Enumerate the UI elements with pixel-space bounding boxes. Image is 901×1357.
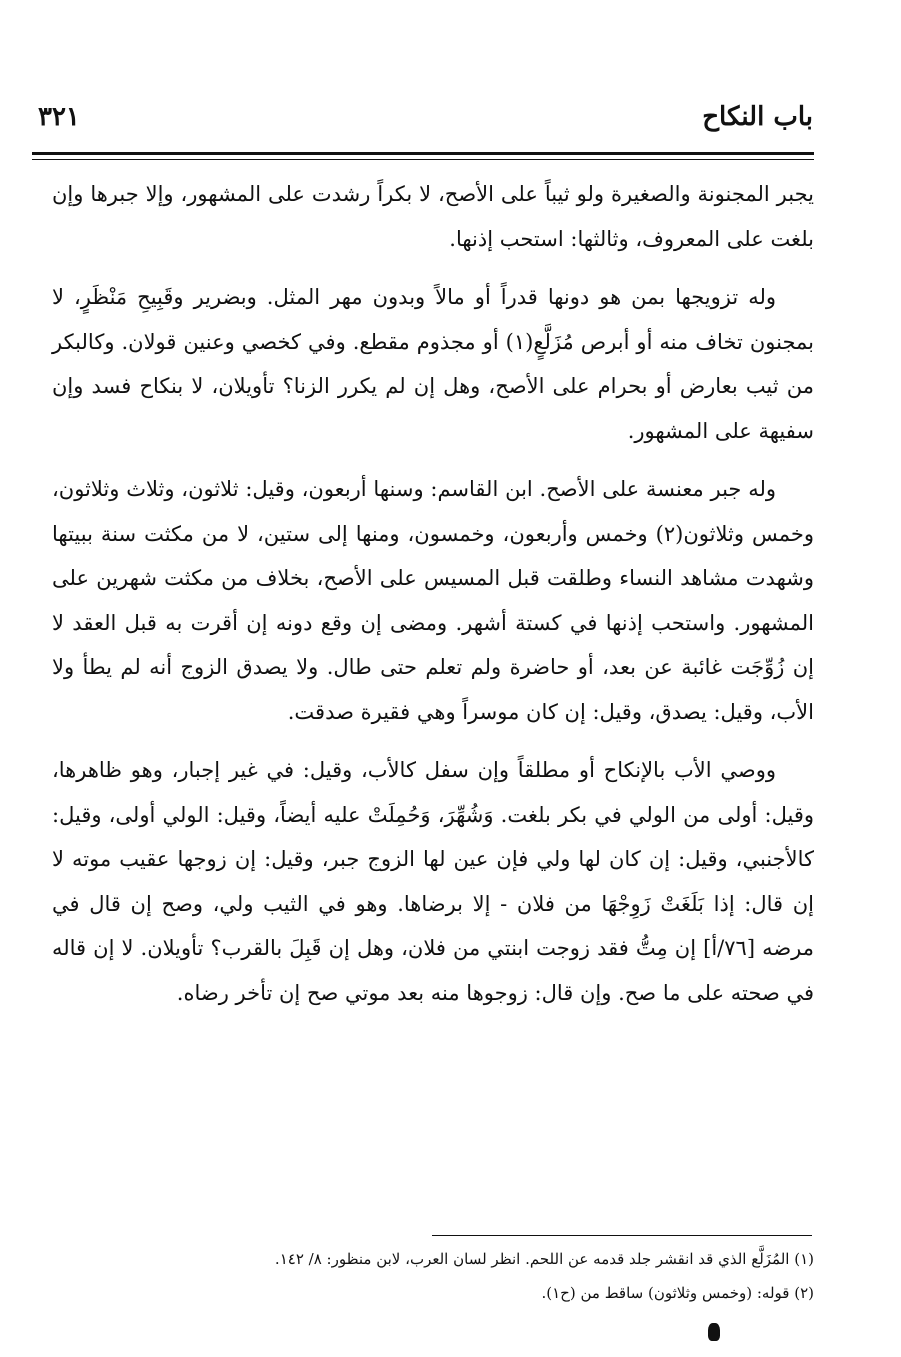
header-rule-thin [32,159,814,160]
footnote-2: (٢) قوله: (وخمس وثلاثون) ساقط من (ح١). [541,1284,814,1302]
header-rule-thick [32,152,814,155]
footnote-1: (١) المُزَلَّع الذي قد انقشر جلد قدمه عن اللحم. انظر لسان العرب، لابن منظور: ٨/ ١٤٢. [274,1250,814,1268]
page-number: ٣٢١ [38,102,80,132]
paragraph-4: ووصي الأب بالإنكاح أو مطلقاً وإن سفل كالأب، وقيل: في غير إجبار، وهو ظاهرها، وقيل: أولى من الولي في بكر بلغت. وَشُهِّرَ، وَحُمِلَتْ عليه أيضاً، وقيل: الولي أولى، وقيل: كالأجنبي، وقيل: إن كان لها ولي فإن عين لها الزوج جبر، وقيل: إن زوجها عقيب موته لا إن قال: إذا بَلَغَتْ زَوِجْهَا من فلان - إلا برضاها. وهو في الثيب ولي، وصح إن قال في مرضه [٧٦/أ] إن مِتُّ فقد زوجت ابنتي من فلان، وهل إن قَبِلَ بالقرب؟ تأويلان. لا إن قاله في صحته على ما صح. وإن قال: زوجوها منه بعد موتي صح إن تأخر رضاه. [52,758,814,1005]
paragraph-3: وله جبر معنسة على الأصح. ابن القاسم: وسنها أربعون، وقيل: ثلاثون، وثلاث وثلاثون، وخمس وثلاثون(٢) وخمس وأربعون، وخمسون، ومنها إلى ستين، لا من مكثت سنة ببيتها وشهدت مشاهد النساء وطلقت قبل المسيس على الأصح، بخلاف من مكثت شهرين على المشهور. واستحب إذنها في كستة أشهر. ومضى إن وقع دونه إن أقرت به قبل العقد لا إن زُوِّجَت غائبة عن بعد، أو حاضرة ولم تعلم حتى طال. ولا يصدق الزوج أنه لم يطأ ولا الأب، وقيل: يصدق، وقيل: إن كان موسراً وهي فقيرة صدقت. [52,477,814,724]
chapter-title: باب النكاح [702,102,813,132]
page-header [38,98,813,148]
main-text [52,172,814,1029]
ink-smudge [708,1323,720,1341]
paragraph-1: يجبر المجنونة والصغيرة ولو ثيباً على الأصح، لا بكراً رشدت على المشهور، وإلا جبرها وإن بلغت على المعروف، وثالثها: استحب إذنها. [52,182,814,251]
footnotes [52,1242,814,1310]
footnote-separator [432,1235,812,1236]
paragraph-2: وله تزويجها بمن هو دونها قدراً أو مالاً وبدون مهر المثل. وبضرير وقَبِيحِ مَنْظَرٍ، لا بمجنون تخاف منه أو أبرص مُزَلَّعٍ(١) أو مجذوم مقطع. وفي كخصي وعنين قولان. وكالبكر من ثيب بعارض أو بحرام على الأصح، وهل إن لم يكرر الزنا؟ تأويلان، لا بنكاح فسد وإن سفيهة على المشهور. [52,285,814,443]
